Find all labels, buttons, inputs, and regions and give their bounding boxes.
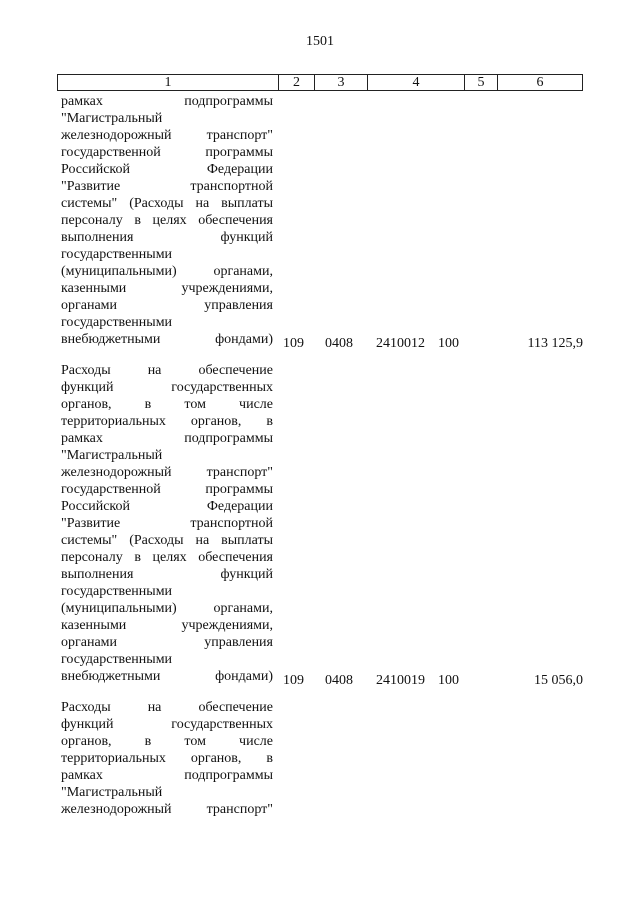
description-line: железнодорожный транспорт" <box>61 802 273 817</box>
description-line: Расходы на обеспечение <box>61 363 273 378</box>
cell-col-5: 100 <box>438 673 459 688</box>
header-col-2: 2 <box>279 75 315 90</box>
description-line: "Магистральный <box>61 448 163 463</box>
description-line: государственными <box>61 652 173 667</box>
cell-col-2: 109 <box>283 336 304 351</box>
description-line: "Магистральный <box>61 785 163 800</box>
description-line: персоналу в целях обеспечения <box>61 213 273 228</box>
description-line: органами управления <box>61 298 273 313</box>
description-line: (муниципальными) органами, <box>61 601 273 616</box>
description-line: выполнения функций <box>61 230 273 245</box>
page-number: 1501 <box>306 34 334 49</box>
description-line: государственными <box>61 315 173 330</box>
description-line: внебюджетными фондами) <box>61 332 273 347</box>
description-line: системы" (Расходы на выплаты <box>61 533 273 548</box>
cell-col-4: 2410019 <box>376 673 425 688</box>
cell-col-3: 0408 <box>325 673 353 688</box>
description-line: выполнения функций <box>61 567 273 582</box>
cell-col-4: 2410012 <box>376 336 425 351</box>
description-line: рамках подпрограммы <box>61 94 273 109</box>
description-line: системы" (Расходы на выплаты <box>61 196 273 211</box>
table-row-description <box>61 362 273 685</box>
description-line: внебюджетными фондами) <box>61 669 273 684</box>
description-line: казенными учреждениями, <box>61 281 273 296</box>
description-line: казенными учреждениями, <box>61 618 273 633</box>
cell-col-3: 0408 <box>325 336 353 351</box>
description-line: железнодорожный транспорт" <box>61 128 273 143</box>
table-header <box>57 74 583 91</box>
cell-col-2: 109 <box>283 673 304 688</box>
description-line: Российской Федерации <box>61 162 273 177</box>
description-line: органами управления <box>61 635 273 650</box>
header-col-1: 1 <box>58 75 279 90</box>
description-line: государственной программы <box>61 482 273 497</box>
description-line: государственной программы <box>61 145 273 160</box>
description-line: Расходы на обеспечение <box>61 700 273 715</box>
description-line: железнодорожный транспорт" <box>61 465 273 480</box>
table-row-description <box>61 699 273 818</box>
description-line: рамках подпрограммы <box>61 768 273 783</box>
description-line: рамках подпрограммы <box>61 431 273 446</box>
description-line: органов, в том числе <box>61 734 273 749</box>
description-line: органов, в том числе <box>61 397 273 412</box>
description-line: территориальных органов, в <box>61 414 273 429</box>
cell-col-5: 100 <box>438 336 459 351</box>
description-line: "Магистральный <box>61 111 163 126</box>
header-col-6: 6 <box>536 75 544 90</box>
description-line: государственными <box>61 584 173 599</box>
description-line: функций государственных <box>61 717 273 732</box>
cell-col-6: 113 125,9 <box>527 336 583 351</box>
description-line: (муниципальными) органами, <box>61 264 273 279</box>
description-line: функций государственных <box>61 380 273 395</box>
description-line: государственными <box>61 247 173 262</box>
description-line: "Развитие транспортной <box>61 516 273 531</box>
description-line: "Развитие транспортной <box>61 179 273 194</box>
description-line: персоналу в целях обеспечения <box>61 550 273 565</box>
header-col-5: 5 <box>465 75 498 90</box>
table-row-description <box>61 93 273 348</box>
header-col-4: 4 <box>368 75 465 90</box>
cell-col-6: 15 056,0 <box>534 673 583 688</box>
header-col-3: 3 <box>315 75 368 90</box>
description-line: Российской Федерации <box>61 499 273 514</box>
description-line: территориальных органов, в <box>61 751 273 766</box>
